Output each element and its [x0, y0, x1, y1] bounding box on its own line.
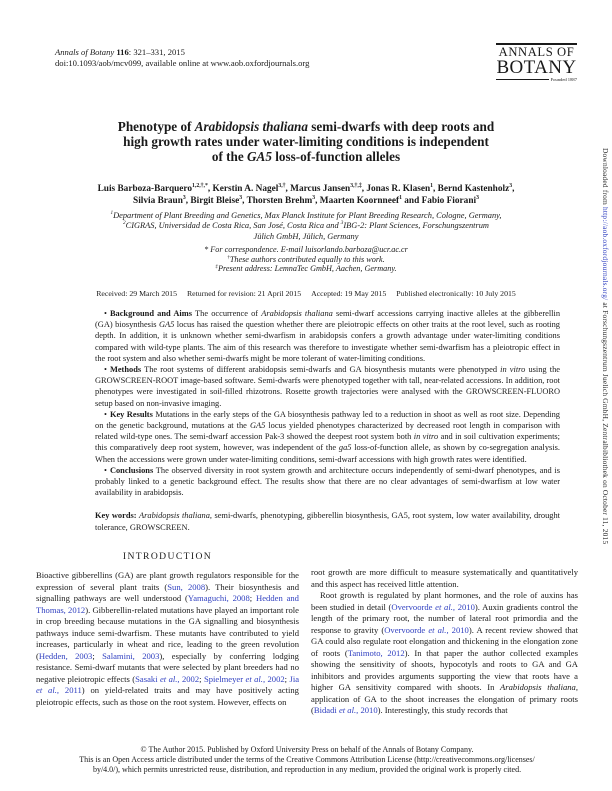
author-line-2 — [26, 196, 586, 208]
text-segment: These authors contributed equally to this work. — [229, 254, 385, 264]
intro-paragraph-3 — [311, 590, 578, 717]
article-history — [36, 289, 576, 298]
text-segment: 1 — [430, 182, 434, 189]
text-segment: 2 — [123, 220, 126, 227]
text-segment: 3 — [340, 220, 344, 227]
affiliation-line-3 — [36, 232, 576, 242]
text-segment: GA5 — [247, 149, 272, 164]
citation-link[interactable]: , 2002 — [177, 673, 200, 684]
text-segment: locus yielded phenotypes characterized by decreased root length in comparison with related wild-type ones. The semi-dwarf accession Pak-3 showed the deepest root system both — [95, 421, 560, 442]
correspondence-email-line[interactable] — [36, 245, 576, 255]
methods-text — [95, 365, 560, 408]
text-segment: 1 — [399, 194, 402, 201]
bullet-icon: • — [104, 309, 107, 318]
journal-url-link[interactable]: http://aob.oxfordjournals.org/ — [601, 207, 610, 301]
citation-link[interactable]: Bidadi — [313, 705, 339, 715]
equal-contribution-note — [36, 255, 576, 265]
affiliation-line-2 — [36, 221, 576, 231]
key-results-text — [95, 410, 560, 464]
bullet-icon: • — [104, 465, 107, 475]
download-note-pre: Downloaded from — [601, 148, 610, 208]
text-segment: ). A recent review showed that GA could also regulate root elongation and thickening in the elongation zone of roots ( — [311, 624, 579, 658]
text-segment: loss-of-function allele, as shown by co-segregation analysis. When the accessions were grown under water-limiting conditions, semi-dwarf accessions with high growth rates were identified. — [95, 443, 560, 464]
text-segment: Arabidopsis thaliana — [194, 119, 308, 134]
text-segment: 3 — [476, 194, 479, 201]
intro-left-column — [36, 551, 299, 708]
keywords-label: Key words: — [95, 511, 137, 521]
citation-link[interactable]: Sun, 2008 — [167, 581, 206, 592]
doi-line: doi:10.1093/aob/mcv099, available online at www.aob.oxfordjournals.org — [55, 58, 310, 68]
text-segment: 3 — [239, 194, 243, 201]
text-segment: , semi-dwarfs, phenotyping, gibberellin biosynthesis, GA5, root system, low water availability, drought tolerance, GROWSCREEN. — [95, 511, 560, 532]
bullet-icon: • — [104, 409, 107, 419]
author-line-1 — [26, 184, 586, 196]
text-segment: Luis Barboza-Barquero — [97, 184, 193, 194]
logo-line1: ANNALS OF — [498, 45, 575, 59]
text-segment: CIGRAS, Universidad de Costa Rica, San José, Costa Rica and — [125, 221, 341, 231]
citation-link[interactable]: et al. — [245, 673, 263, 684]
affiliations — [36, 211, 576, 242]
text-segment: 3,†,‡ — [350, 182, 362, 189]
text-segment: 1 — [110, 210, 114, 217]
text-segment: 3 — [312, 194, 316, 201]
correspondence-block — [36, 245, 576, 274]
present-address-note — [36, 264, 576, 274]
text-segment: GA5 — [249, 421, 266, 431]
text-segment: 1,2,†,* — [192, 182, 208, 189]
text-segment: ; — [284, 673, 290, 684]
journal-citation — [55, 47, 309, 58]
citation-link[interactable]: Hedden and Thomas, 2012 — [36, 593, 299, 615]
text-segment: ga5 — [338, 443, 352, 453]
citation-link[interactable]: Yamaguchi, 2008 — [187, 593, 250, 603]
text-segment: , Jonas R. Klasen — [361, 184, 431, 194]
text-segment: ; — [199, 673, 204, 684]
text-segment: ) on yield-related traits and may have positively acting pleiotropic effects, such as those on the root system. However, effects on — [36, 685, 299, 707]
text-segment: ). Auxin gradients control the length of the primary root, the number of lateral root primordia and the response to gravity ( — [311, 601, 578, 635]
intro-right-column — [311, 551, 578, 717]
text-segment: root growth are more difficult to measure systematically and quantitatively and this aspect has received little attention. — [311, 567, 578, 589]
license-footer — [33, 745, 581, 775]
introduction-heading: INTRODUCTION — [122, 551, 213, 562]
abstract — [95, 308, 560, 533]
text-segment: , Bernd Kastenholz — [433, 184, 510, 194]
citation-link[interactable]: Overvoorde — [391, 601, 436, 612]
text-segment: loss-of-function alleles — [271, 149, 401, 164]
citation-link[interactable]: , 2002 — [262, 673, 285, 684]
text-segment: and Fabio Fiorani — [401, 195, 477, 206]
text-segment: 3 — [182, 194, 186, 201]
text-segment: 3 — [509, 182, 513, 189]
methods-label: Methods — [109, 365, 142, 375]
text-segment: semi-dwarf accessions carrying inactive alleles at the gibberellin (GA) biosynthesis — [95, 309, 561, 330]
citation-link[interactable]: Hedden, 2003 — [38, 650, 93, 661]
revision-date: Returned for revision: 21 April 2015 — [186, 289, 302, 298]
text-segment: The observed diversity in root system growth and architecture occurs independently of semi-dwarf phenotypes, and is probably linked to a genetic background effect. The results show that there are no clear advantages of semi-dwarfism at low water availability in arabidopsis. — [95, 465, 560, 498]
text-segment: ; — [249, 593, 257, 603]
text-segment: , Thorsten Brehm — [242, 195, 313, 206]
key-results-label: Key Results — [109, 409, 153, 419]
text-segment: Phenotype of — [117, 119, 195, 134]
text-segment: * For correspondence. E-mail luisorlando.barboza@ucr.ac.cr — [204, 245, 408, 254]
text-segment: Arabidopsis thaliana — [139, 511, 210, 521]
author-list — [26, 184, 586, 207]
text-segment: in vitro — [413, 432, 439, 442]
license-line-2: by/4.0/), which permits unrestricted reuse, distribution, and reproduction in any medium, provided the original work is properly cited. — [92, 765, 522, 774]
text-segment: , application of GA to the shoot increases the elongation of primary roots ( — [311, 682, 578, 715]
text-segment: , Maarten Koornneef — [315, 195, 400, 206]
article-title — [36, 119, 576, 164]
citation-link[interactable]: , 2010 — [452, 601, 475, 612]
download-note-post: at Forschungszentrum Juelich GmbH, Zentralbibliothek on October 11, 2015 — [601, 300, 610, 545]
logo-founded-text: Founded 1887 — [550, 77, 577, 82]
citation-link[interactable]: et al. — [435, 601, 453, 612]
text-segment: ). Gibberellin-related mutations have played an important role in crop breeding because mutations in the GA signalling and biosynthesis pathways induce semi-dwarfism. These mutants have contributed to yield increases, particularly in wheat and rice, leading to the green revolution ( — [36, 604, 299, 661]
text-segment: IBG-2: Plant Sciences, Forschungszentrum — [343, 221, 489, 231]
text-segment: using the GROWSCREEN-ROOT image-based software. Semi-dwarfs were phenotyped together with tall, near-related accessions. In addition, root phenotypes were investigated in soil-filled rhizotrons. Rosette growth trajectories were analysed with the GROWSCREEN-FLUORO setup based on non-invasive imaging. — [95, 365, 560, 408]
text-segment: Bioactive gibberellins (GA) are plant growth regulators responsible for the expression of several plant traits ( — [36, 570, 299, 592]
text-segment: Jülich GmbH, Jülich, Germany — [253, 231, 359, 241]
abstract-conclusions — [95, 465, 560, 499]
title-line-1 — [36, 119, 576, 134]
text-segment: The root systems of different arabidopsis semi-dwarfs and GA biosynthesis mutants were phenotyped — [141, 365, 501, 375]
received-date: Received: 29 March 2015 — [96, 289, 177, 298]
affiliation-line-1 — [36, 211, 576, 221]
journal-volume: 116 — [116, 47, 129, 57]
text-segment: , Kerstin A. Nagel — [207, 184, 279, 194]
text-segment: ). Their biosynthesis and signalling pathways are well understood ( — [36, 581, 300, 603]
citation-link[interactable]: Tanimoto, 2012 — [347, 647, 405, 658]
citation-link[interactable]: Spielmeyer — [203, 673, 246, 684]
title-line-2 — [36, 134, 576, 149]
text-segment: , Birgit Bleise — [185, 195, 240, 206]
bullet-icon: • — [104, 365, 107, 375]
download-provenance-note — [601, 148, 610, 788]
journal-pages: : 321–331, 2015 — [128, 47, 185, 57]
abstract-background-aims — [95, 308, 560, 364]
citation-link[interactable]: et al. — [428, 624, 447, 635]
text-segment: † — [227, 253, 230, 260]
text-segment: high growth rates under water-limiting conditions is independent — [123, 134, 489, 149]
conclusions-text — [95, 466, 560, 497]
text-segment: , Marcus Jansen — [285, 184, 351, 194]
intro-paragraph-2-continued — [311, 567, 578, 590]
text-segment: ). In that paper the author collected examples showing the sensitivity of shoots, hypocotyls and roots to GA and GA inhibitors and provides arguments supporting the view that roots have a higher GA sensitivity compared with shoots. In — [311, 647, 578, 692]
abstract-methods — [95, 364, 560, 409]
citation-link[interactable]: Jia — [289, 673, 300, 684]
license-line-1: This is an Open Access article distributed under the terms of the Creative Commons Attribution License (http://creativecommons.org/licenses/ — [79, 755, 535, 764]
citation-link[interactable]: Overvoorde — [384, 624, 429, 635]
citation-link[interactable]: et al. — [338, 705, 357, 715]
text-segment: Arabidopsis thaliana — [500, 682, 576, 692]
text-segment: semi-dwarfs with deep roots and — [307, 119, 495, 134]
text-segment: Mutations in the early steps of the GA biosynthesis pathway led to a reduction in shoot as well as root size. Depending on the genetic background, mutations at the — [95, 409, 560, 431]
keywords-text — [95, 511, 560, 531]
text-segment: 3,† — [278, 182, 286, 189]
copyright-line: © The Author 2015. Published by Oxford University Press on behalf of the Annals of Botany Company. — [140, 745, 474, 754]
background-aims-label: Background and Aims — [109, 309, 192, 318]
text-segment: in vitro — [500, 365, 526, 375]
citation-link[interactable]: Salamini, 2003 — [102, 650, 160, 661]
text-segment: The occurrence of — [192, 309, 262, 318]
text-segment: , — [512, 184, 515, 194]
citation-link[interactable]: Sasaki — [135, 673, 160, 684]
text-segment: ), especially by conferring lodging resistance. Semi-dwarf mutants that were selected by plant breeders had no negative pleiotropic effects ( — [36, 650, 299, 684]
citation-link[interactable]: et al. — [159, 673, 178, 684]
citation-link[interactable]: , 2010 — [446, 624, 469, 635]
text-segment: GA5 — [158, 320, 175, 330]
text-segment: ; — [92, 650, 103, 661]
text-segment: of the — [211, 149, 248, 164]
text-segment: locus has raised the question whether there are pleiotropic effects on other traits at the root level, such as rooting depth. In addition, it is unknown whether semi-dwarfism in arabidopsis confers a growth advantage under water-limiting conditions compared with wild-type plants. The aim of this research was therefore to investigate whether semi-dwarfism has a pleiotropic effect in the root system and also whether semi-dwarfs might be more tolerant of water-limiting conditions. — [95, 320, 560, 363]
accepted-date: Accepted: 19 May 2015 — [311, 289, 387, 298]
text-segment: Present address: LemnaTec GmbH, Aachen, Germany. — [217, 264, 397, 274]
citation-link[interactable]: , 2011 — [56, 685, 82, 695]
text-segment: Arabidopsis thaliana — [261, 309, 333, 318]
published-date: Published electronically: 10 July 2015 — [396, 289, 516, 298]
keywords-paragraph — [95, 510, 560, 532]
citation-link[interactable]: , 2010 — [356, 705, 378, 715]
abstract-key-results — [95, 409, 560, 465]
text-segment: ‡ — [215, 263, 218, 270]
title-line-3 — [36, 149, 576, 164]
annals-of-botany-logo — [496, 43, 577, 82]
logo-rule — [496, 79, 549, 80]
conclusions-label: Conclusions — [109, 465, 154, 475]
journal-header — [55, 47, 309, 69]
journal-name: Annals of Botany — [55, 47, 115, 57]
logo-line2: BOTANY — [496, 57, 577, 78]
text-segment: Root growth is regulated by plant hormones, and the role of auxins has been studied in detail ( — [311, 590, 578, 612]
text-segment: Department of Plant Breeding and Genetics, Max Planck Institute for Plant Breeding Research, Cologne, Germany, — [113, 211, 502, 220]
citation-link[interactable]: et al. — [36, 685, 57, 695]
text-segment: ). Interestingly, this study records that — [377, 705, 508, 715]
text-segment: and in soil cultivation experiments; this comparatively deep root system, however, was independent of the — [95, 432, 560, 453]
intro-paragraph-1 — [36, 570, 299, 708]
text-segment: Silvia Braun — [133, 195, 183, 206]
